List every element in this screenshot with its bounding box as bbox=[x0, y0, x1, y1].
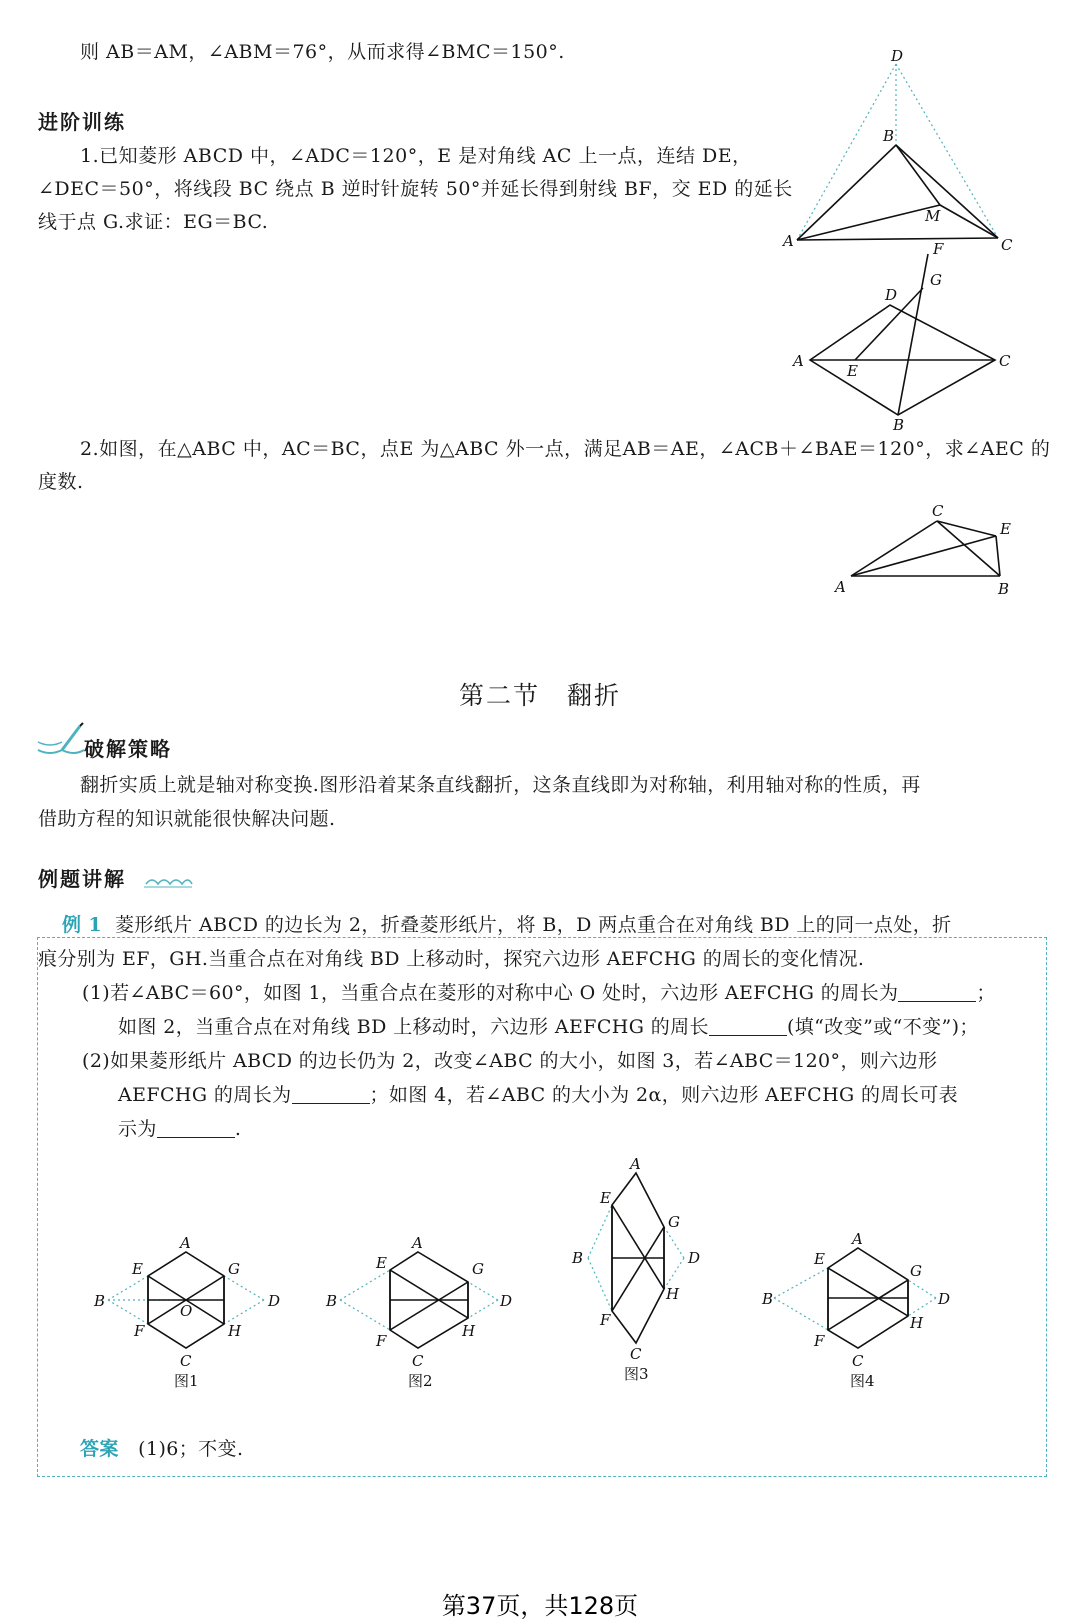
svg-text:D: D bbox=[500, 1292, 513, 1310]
svg-text:H: H bbox=[910, 1314, 924, 1332]
svg-text:A: A bbox=[180, 1234, 191, 1252]
svg-text:F: F bbox=[376, 1332, 387, 1350]
svg-text:C: C bbox=[412, 1352, 424, 1370]
svg-text:B: B bbox=[762, 1290, 774, 1308]
svg-text:G: G bbox=[228, 1260, 240, 1278]
svg-text:F: F bbox=[134, 1322, 145, 1340]
part1a-text: (1)若∠ABC＝60°，如图 1，当重合点在菱形的对称中心 O 处时，六边形 AEFCHG 的周长为 bbox=[82, 982, 899, 1004]
example-part1b bbox=[118, 1010, 979, 1044]
svg-text:H: H bbox=[462, 1322, 476, 1340]
svg-text:M: M bbox=[925, 207, 941, 225]
q1-line-2: ∠DEC＝50°，将线段 BC 绕点 B 逆时针旋转 50°并延长得到射线 BF，交 ED 的延长 bbox=[38, 178, 793, 200]
figure-3 bbox=[560, 1155, 720, 1395]
svg-text:D: D bbox=[891, 47, 904, 65]
part2b-end: ；如图 4，若∠ABC 的大小为 2α，则六边形 AEFCHG 的周长可表 bbox=[369, 1084, 959, 1106]
example-heading: 例题讲解 bbox=[38, 867, 126, 891]
svg-text:E: E bbox=[814, 1250, 825, 1268]
svg-text:H: H bbox=[666, 1285, 680, 1303]
figure-triangle-abm bbox=[775, 45, 1025, 260]
figure-rhombus-efg bbox=[785, 240, 1025, 435]
answer-text: (1)6；不变. bbox=[138, 1438, 244, 1460]
svg-text:C: C bbox=[852, 1352, 864, 1370]
svg-text:O: O bbox=[180, 1302, 193, 1320]
figure-triangle-ace bbox=[825, 500, 1035, 600]
example-text-1: 菱形纸片 ABCD 的边长为 2，折叠菱形纸片，将 B，D 两点重合在对角线 BD 上的同一点处，折 bbox=[114, 914, 952, 936]
svg-text:G: G bbox=[910, 1262, 922, 1280]
q2-line-1: 2.如图，在△ABC 中，AC＝BC，点E 为△ABC 外一点，满足AB＝AE，∠ACB＋∠BAE＝120°，求∠AEC 的 bbox=[80, 438, 1051, 460]
answer-blank-1[interactable] bbox=[898, 981, 976, 1002]
part1b-text: 如图 2，当重合点在对角线 BD 上移动时，六边形 AEFCHG 的周长 bbox=[118, 1016, 709, 1038]
svg-text:H: H bbox=[228, 1322, 242, 1340]
example-line-2: 痕分别为 EF，GH.当重合点在对角线 BD 上移动时，探究六边形 AEFCHG 的周长的变化情况. bbox=[38, 948, 865, 970]
answer-line bbox=[80, 1432, 243, 1466]
part1a-end: ； bbox=[976, 982, 996, 1004]
example-part2a: (2)如果菱形纸片 ABCD 的边长仍为 2，改变∠ABC 的大小，如图 3，若∠ABC＝120°，则六边形 bbox=[82, 1050, 938, 1072]
svg-text:C: C bbox=[999, 352, 1011, 370]
strategy-line-1: 翻折实质上就是轴对称变换.图形沿着某条直线翻折，这条直线即为对称轴，利用轴对称的性质，再 bbox=[80, 774, 921, 796]
section-title: 第二节 翻折 bbox=[458, 681, 621, 710]
answer-label: 答案 bbox=[80, 1438, 119, 1460]
svg-text:B: B bbox=[883, 127, 895, 145]
figure-4-caption: 图4 bbox=[850, 1372, 875, 1390]
figure-2 bbox=[322, 1230, 522, 1410]
q1-line-1: 1.已知菱形 ABCD 中，∠ADC＝120°，E 是对角线 AC 上一点，连结 DE， bbox=[80, 145, 752, 167]
part2c-end: . bbox=[234, 1118, 242, 1140]
svg-text:E: E bbox=[1000, 520, 1011, 538]
svg-text:E: E bbox=[600, 1189, 611, 1207]
svg-text:D: D bbox=[688, 1249, 701, 1267]
svg-text:B: B bbox=[572, 1249, 584, 1267]
wave-decoration-icon bbox=[144, 870, 194, 890]
figure-4 bbox=[758, 1230, 958, 1410]
svg-text:G: G bbox=[930, 271, 942, 289]
svg-text:D: D bbox=[938, 1290, 951, 1308]
svg-text:B: B bbox=[893, 416, 905, 434]
svg-text:A: A bbox=[835, 578, 846, 596]
example-part1a bbox=[82, 976, 996, 1010]
svg-text:F: F bbox=[814, 1332, 825, 1350]
strategy-heading: 破解策略 bbox=[84, 737, 172, 761]
svg-text:B: B bbox=[998, 580, 1010, 598]
svg-text:E: E bbox=[132, 1260, 143, 1278]
svg-text:B: B bbox=[326, 1292, 338, 1310]
q1-line-3: 线于点 G.求证：EG＝BC. bbox=[38, 211, 269, 233]
svg-text:C: C bbox=[932, 502, 944, 520]
example-part2c bbox=[118, 1112, 241, 1146]
strategy-line-2: 借助方程的知识就能很快解决问题. bbox=[38, 808, 336, 830]
example-part2b bbox=[118, 1078, 958, 1112]
pen-book-icon bbox=[36, 722, 86, 762]
advanced-training-heading: 进阶训练 bbox=[38, 110, 126, 134]
example-line-1 bbox=[62, 908, 952, 942]
svg-text:A: A bbox=[630, 1155, 641, 1173]
svg-text:D: D bbox=[885, 286, 898, 304]
figure-1-caption: 图1 bbox=[174, 1372, 199, 1390]
svg-text:C: C bbox=[630, 1345, 642, 1363]
q2-line-2: 度数. bbox=[38, 471, 84, 493]
answer-blank-2[interactable] bbox=[709, 1015, 787, 1036]
svg-text:F: F bbox=[600, 1311, 611, 1329]
svg-text:G: G bbox=[668, 1213, 680, 1231]
svg-text:F: F bbox=[933, 240, 944, 258]
svg-text:D: D bbox=[268, 1292, 281, 1310]
figure-3-caption: 图3 bbox=[624, 1365, 649, 1383]
svg-text:E: E bbox=[376, 1254, 387, 1272]
figure-1 bbox=[90, 1230, 290, 1410]
answer-blank-3[interactable] bbox=[292, 1083, 370, 1104]
svg-text:B: B bbox=[94, 1292, 106, 1310]
part2b-start: AEFCHG 的周长为 bbox=[118, 1084, 292, 1106]
svg-text:A: A bbox=[783, 232, 794, 250]
part1b-end: (填“改变”或“不变”)； bbox=[786, 1016, 979, 1038]
svg-text:C: C bbox=[1001, 236, 1013, 254]
part2c-start: 示为 bbox=[118, 1118, 157, 1140]
svg-text:A: A bbox=[793, 352, 804, 370]
page-footer: 第37页，共128页 bbox=[441, 1592, 639, 1620]
svg-text:E: E bbox=[847, 362, 858, 380]
svg-text:A: A bbox=[852, 1230, 863, 1248]
svg-text:G: G bbox=[472, 1260, 484, 1278]
figure-2-caption: 图2 bbox=[408, 1372, 433, 1390]
svg-text:C: C bbox=[180, 1352, 192, 1370]
svg-text:A: A bbox=[412, 1234, 423, 1252]
example-label: 例 1 bbox=[62, 914, 103, 936]
solution-line: 则 AB＝AM，∠ABM＝76°，从而求得∠BMC＝150°. bbox=[80, 41, 565, 63]
answer-blank-4[interactable] bbox=[157, 1117, 235, 1138]
